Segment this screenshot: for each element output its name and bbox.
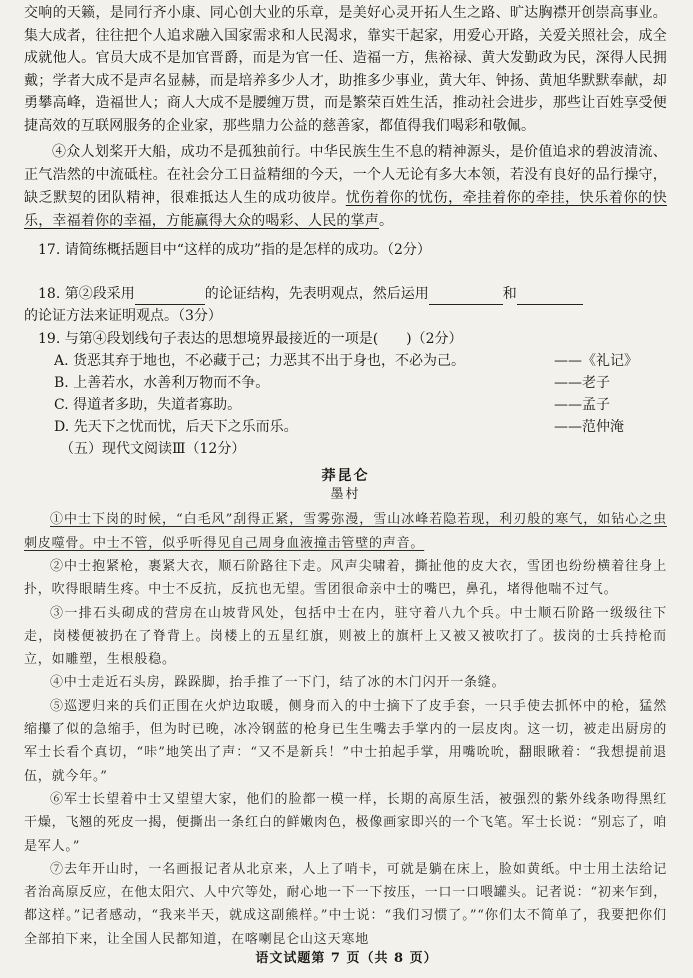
story-paragraph-3: ③一排石头砌成的营房在山坡背风处，包括中士在内，驻守着八九个兵。中士顺石阶路一级级往下走，岗楼便被扔在了脊背上。岗楼上的五星红旗，则被上的旗杆上又被又被吹打了。拔岗的士兵持枪而立，如雕塑，生根般稳。 [24,605,667,668]
story-paragraph-4: ④中士走近石头房，跺跺脚，抬手推了一下门，结了冰的木门闪开一条缝。 [50,675,506,691]
question-18-part3: 和 [502,285,517,302]
question-18-part1: 18. 第②段采用 [38,285,135,302]
option-a-source: ——《礼记》 [554,352,638,369]
story-author: 墨村 [330,487,361,503]
question-19: 19. 与第④段划线句子表达的思想境界最接近的一项是( )（2分） [38,330,463,347]
underlined-sentence: 忧伤着你的忧伤，牵挂着你的牵挂，快乐着你的快乐，幸福着你的幸福，方能赢得大众的喝彩、人民的掌声 [24,189,667,229]
answer-blank-method-1[interactable] [429,288,503,305]
paragraph-4 [24,141,667,233]
story-title: 莽昆仑 [321,468,370,485]
story-paragraph-2: ②中士抱紧枪，裹紧大衣，顺石阶路往下走。风声尖啸着，撕扯他的皮大衣，雪团也纷纷横着往身上扑，吹得眼睛生疼。中士不反抗，反抗也无望。雪团很命亲中士的嘴巴，鼻孔，堵得他喘不过气。 [24,558,667,598]
question-18 [24,283,667,327]
question-17: 17. 请简练概括题目中“这样的成功”指的是怎样的成功。（2分） [38,241,431,258]
answer-blank-structure[interactable] [135,288,205,305]
story-paragraph-1 [24,508,667,555]
option-b-source: ——老子 [554,374,610,391]
paragraph-4-end: 。 [379,212,394,229]
exam-page [0,2,693,978]
option-a-text: A. 货恶其弃于地也，不必藏于己；力恶其不出于身也，不必为己。 [54,352,466,369]
option-d-source: ——范仲淹 [554,419,624,436]
answer-blank-method-2[interactable] [517,288,583,305]
option-c-text: C. 得道者多助，失道者寡助。 [54,396,242,413]
page-footer: 语文试题第 7 页（共 8 页） [255,951,438,966]
story-paragraph-6: ⑥军士长望着中士又望望大家，他们的脸都一模一样，长期的高原生活，被强烈的紫外线条吻得黑红干燥，飞翘的死皮一揭，便撕出一条红白的鲜嫩肉色，极像画家即兴的一个飞笔。军士长说：“别忘了，咱是军人。” [24,791,667,854]
option-a[interactable] [24,350,667,372]
option-c-source: ——孟子 [554,396,610,413]
paragraph-4-main: ④众人划桨开大船，成功不是孤独前行。中华民族生生不息的精神源头，是价值追求的碧波清流、正气浩然的中流砥柱。在社会分工日益精细的今天，一个人无论有多大本领，若没有良好的品行操守，缺乏默契的团队精神，很难抵达人生的成功彼岸。 [24,143,667,206]
story-paragraph-5: ⑤巡逻归来的兵们正围在火炉边取暖，侧身而入的中士摘下了皮手套，一只手使去抓怀中的枪，猛然缩攥了似的急缩手，但为时已晚，冰冷钢蓝的枪身已生生嘴去手掌内的一层皮肉。这一切，被走出厨房的军士长看个真切，“咔”地笑出了声：“又不是新兵！”中士拍起手掌，用嘴吮吮，翻眼瞅着：“我想提前退伍，就今年。” [24,698,667,784]
section-heading: （五）现代文阅读Ⅲ（12分） [60,441,246,458]
option-d-text: D. 先天下之忧而忧，后天下之乐而乐。 [54,419,298,436]
question-19-options [24,350,667,439]
question-18-part2: 的论证结构，先表明观点，然后运用 [204,285,429,302]
option-c[interactable] [24,394,667,416]
story-paragraph-7: ⑦去年开山时，一名画报记者从北京来，人上了哨卡，可就是躺在床上，脸如黄纸。中士用土法给记者治高原反应，在他太阳穴、人中穴等处，耐心地一下一下按压，一口一口喂罐头。记者说：“初来乍到，都这样。”记者感动，“我来半天，就成这副熊样。”中士说：“我们习惯了。”“你们太不简单了，我要把你们全部拍下来，让全国人民都知道，在喀喇昆仑山这天寒地 [24,861,667,947]
option-b[interactable] [24,372,667,394]
question-18-part4: 的论证方法来证明观点。（3分） [24,307,222,324]
story-paragraph-1-text: ①中士下岗的时候，“白毛风”刮得正紧，雪雾弥漫，雪山冰峰若隐若现，利刃般的寒气，如钻心之虫刺皮噬骨。中士不管，似乎听得见自己周身血液撞击管壁的声音。 [24,512,667,551]
option-b-text: B. 上善若水，水善利万物而不争。 [54,374,270,391]
option-d[interactable] [24,416,667,438]
paragraph-continuation: 交响的天籁，是同行齐小康、同心创大业的乐章，是美好心灵开拓人生之路、旷达胸襟开创崇高事业。集大成者，往往把个人追求融入国家需求和人民渴求，靠实干起家，用爱心开路，关爱关照社会，成全成就他人。官员大成不是加官晋爵，而是为官一任、造福一方，焦裕禄、黄大发勤政为民，深得人民拥戴；学者大成不是声名显赫，而是培养多少人才，助推多少事业，黄大年、钟扬、黄旭华默默奉献，却勇攀高峰，造福世人；商人大成不是腰缠万贯，而是繁荣百姓生活，推动社会进步，那些让百姓享受便捷高效的互联网服务的企业家，那些鼎力公益的慈善家，都值得我们喝彩和敬佩。 [24,5,667,134]
